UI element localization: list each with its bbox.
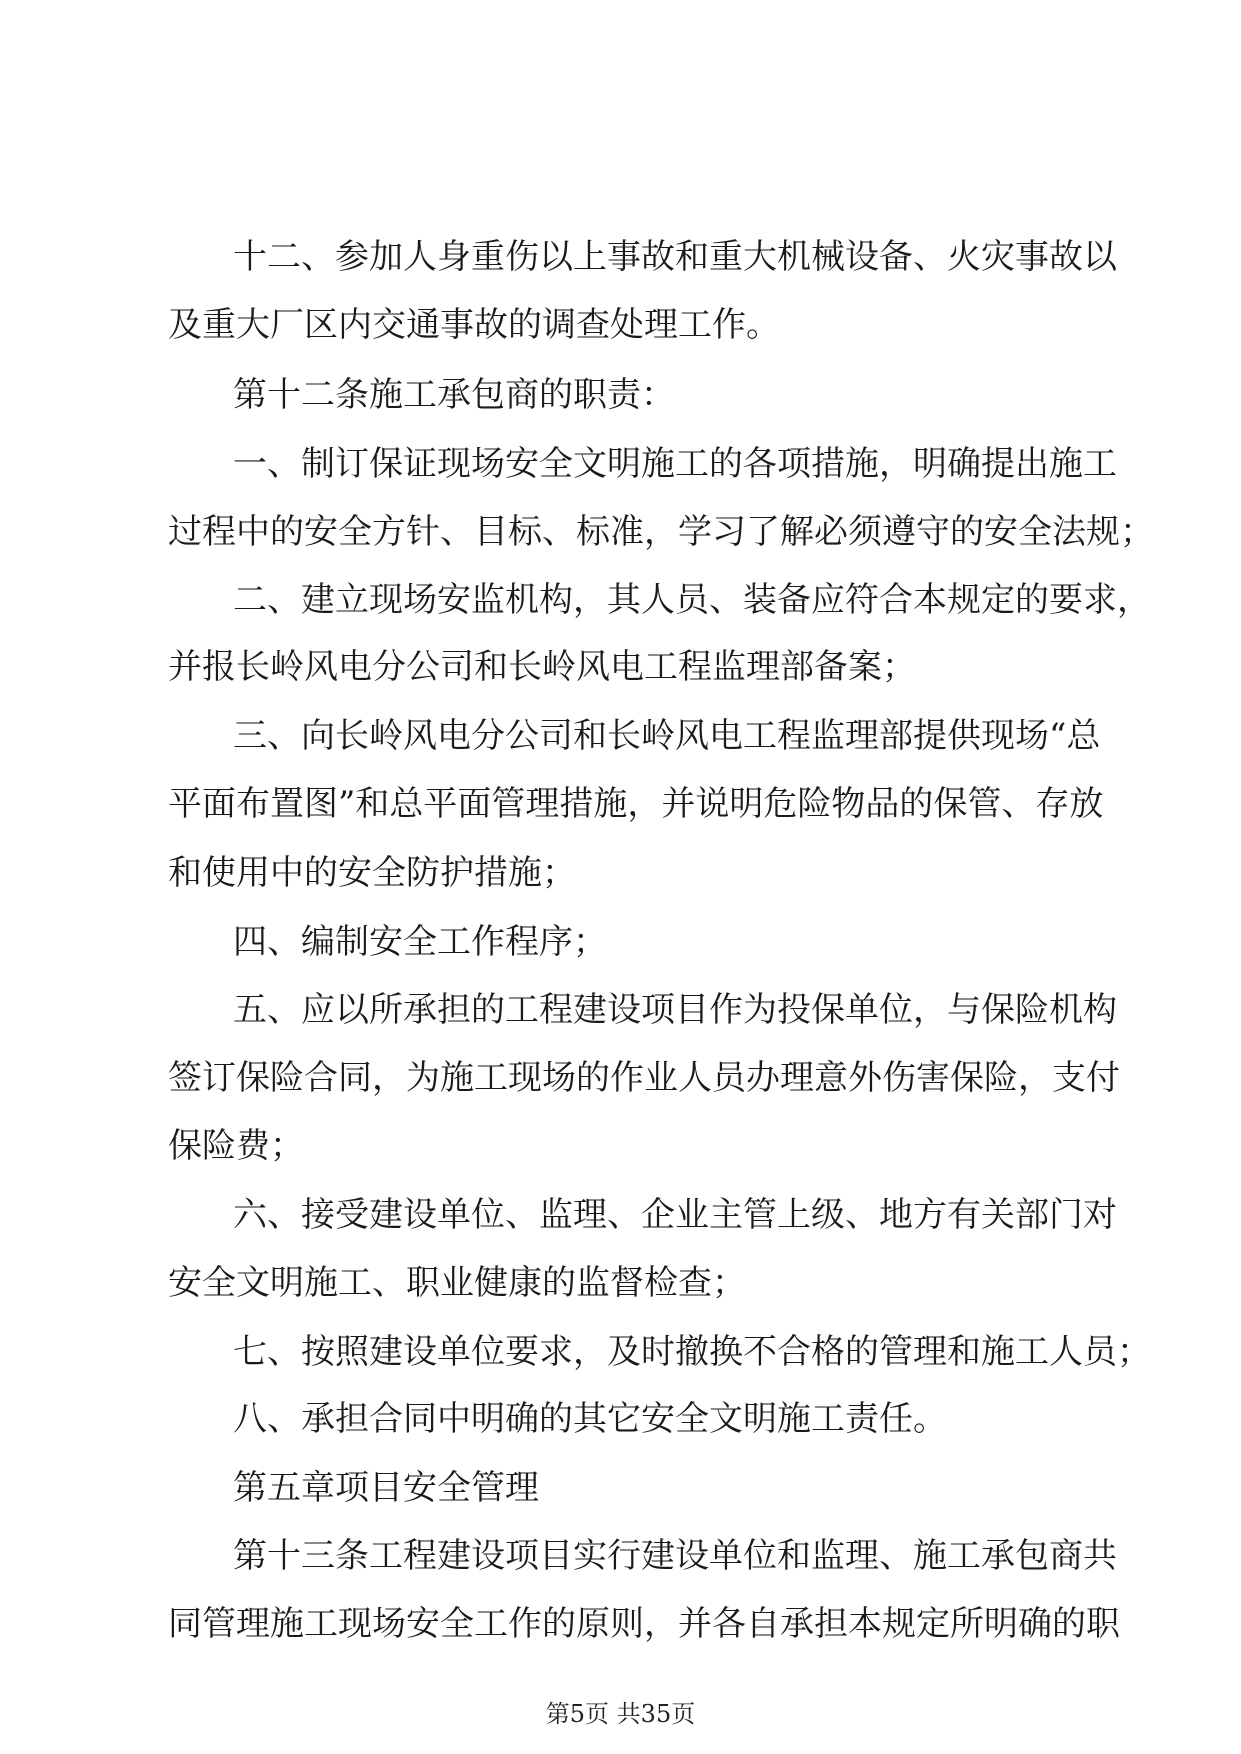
section-heading: 第十二条施工承包商的职责： [233, 375, 675, 415]
text-line: 及重大厂区内交通事故的调查处理工作。 [168, 305, 780, 345]
text-line: 四、编制安全工作程序； [233, 922, 607, 962]
text-line: 七、按照建设单位要求，及时撤换不合格的管理和施工人员； [233, 1332, 1151, 1372]
text-line: 十二、参加人身重伤以上事故和重大机械设备、火灾事故以 [233, 237, 1117, 277]
text-line: 和使用中的安全防护措施； [168, 853, 576, 893]
text-line: 签订保险合同，为施工现场的作业人员办理意外伤害保险，支付 [168, 1058, 1120, 1098]
text-line: 第十三条工程建设项目实行建设单位和监理、施工承包商共 [233, 1536, 1117, 1576]
text-line: 同管理施工现场安全工作的原则，并各自承担本规定所明确的职 [168, 1604, 1120, 1644]
chapter-heading: 第五章项目安全管理 [233, 1468, 539, 1508]
text-line: 过程中的安全方针、目标、标准，学习了解必须遵守的安全法规； [168, 512, 1154, 552]
text-line: 并报长岭风电分公司和长岭风电工程监理部备案； [168, 647, 916, 687]
text-line: 三、向长岭风电分公司和长岭风电工程监理部提供现场“总 [233, 716, 1101, 756]
text-line: 一、制订保证现场安全文明施工的各项措施，明确提出施工 [233, 444, 1117, 484]
text-line: 五、应以所承担的工程建设项目作为投保单位，与保险机构 [233, 990, 1117, 1030]
text-line: 八、承担合同中明确的其它安全文明施工责任。 [233, 1399, 947, 1439]
text-line: 平面布置图”和总平面管理措施，并说明危险物品的保管、存放 [168, 784, 1104, 824]
page-footer: 第5页 共35页 [545, 1700, 696, 1728]
text-line: 二、建立现场安监机构，其人员、装备应符合本规定的要求， [233, 580, 1151, 620]
text-line: 保险费； [168, 1126, 304, 1166]
text-line: 六、接受建设单位、监理、企业主管上级、地方有关部门对 [233, 1195, 1117, 1235]
text-line: 安全文明施工、职业健康的监督检查； [168, 1263, 746, 1303]
